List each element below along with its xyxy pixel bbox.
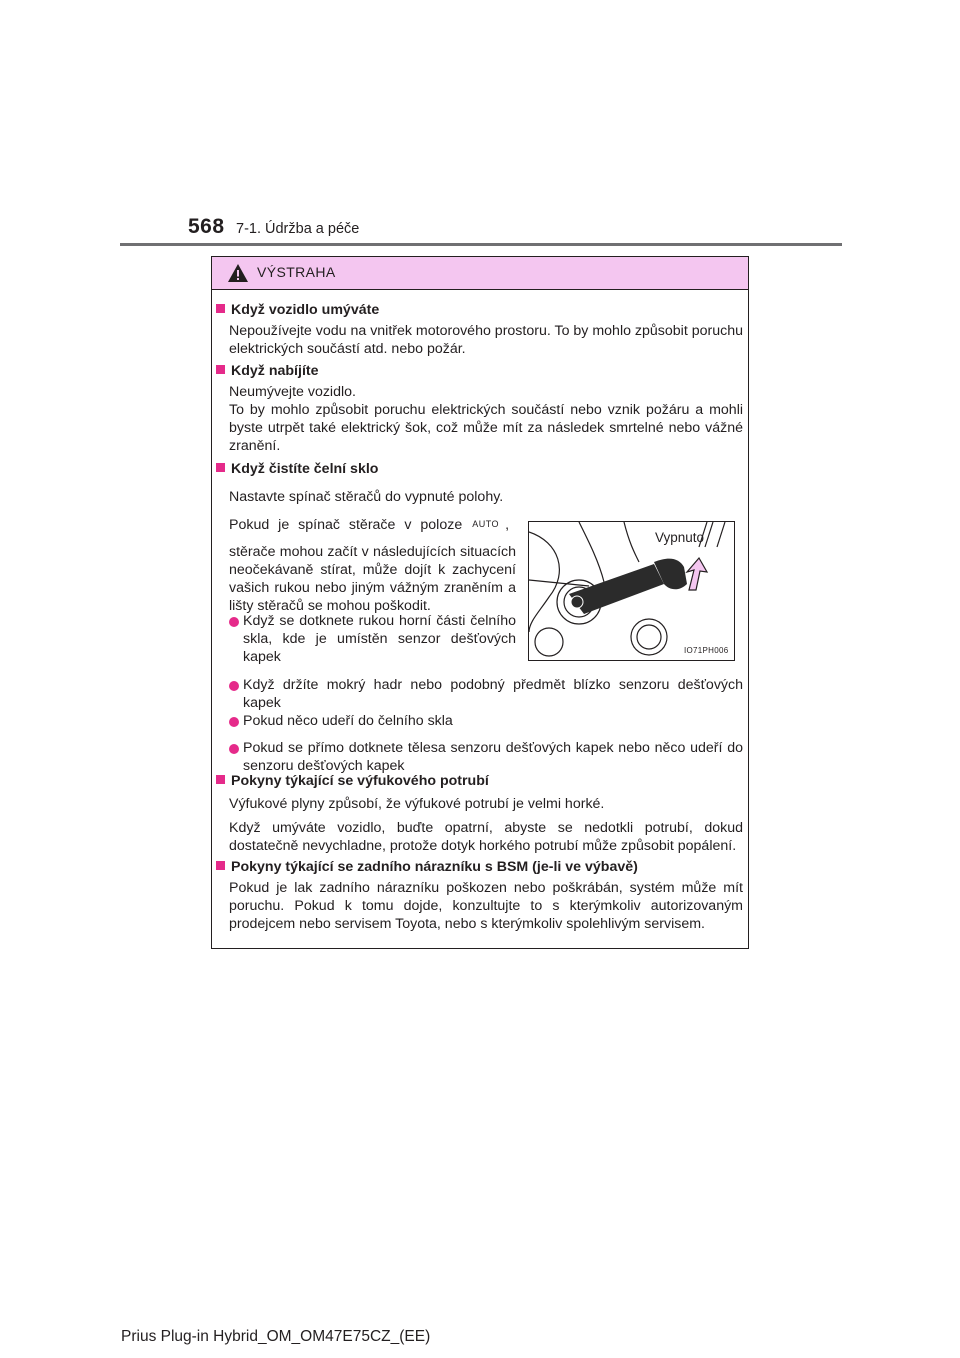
- paragraph: Neumývejte vozidlo.: [229, 384, 356, 400]
- list-item: Pokud se přímo dotknete tělesa senzoru dešťových kapek nebo něco udeří do senzoru dešťových kapek: [243, 740, 743, 774]
- auto-mode-icon: AUTO: [472, 519, 500, 529]
- paragraph: Když umýváte vozidlo, buďte opatrní, abyste se nedotkli potrubí, dokud dostatečně nevychladne, protože dotyk horkého potrubí může způsobit popálení.: [229, 820, 743, 854]
- circle-bullet-icon: [229, 617, 239, 627]
- section-heading: Když vozidlo umýváte: [216, 301, 379, 319]
- section-heading: Když nabíjíte: [216, 362, 319, 380]
- circle-bullet-icon: [229, 744, 239, 754]
- list-item: Když se dotknete rukou horní části čelního skla, kde je umístěn senzor dešťových kapek: [243, 613, 516, 665]
- paragraph: Výfukové plyny způsobí, že výfukové potrubí je velmi horké.: [229, 796, 605, 812]
- square-bullet-icon: [216, 861, 225, 870]
- circle-bullet-icon: [229, 681, 239, 691]
- warning-header: [212, 257, 748, 290]
- section-heading: Pokyny týkající se výfukového potrubí: [216, 772, 489, 790]
- square-bullet-icon: [216, 365, 225, 374]
- warning-title: VÝSTRAHA: [257, 264, 336, 280]
- square-bullet-icon: [216, 775, 225, 784]
- warning-triangle-icon: [227, 263, 249, 283]
- warning-box: [211, 256, 749, 949]
- paragraph: Pokud je spínač stěrače v poloze AUTO ,: [229, 517, 510, 533]
- wiper-switch-figure: [528, 521, 735, 661]
- paragraph: Nastavte spínač stěračů do vypnuté polohy.: [229, 489, 504, 505]
- square-bullet-icon: [216, 304, 225, 313]
- circle-bullet-icon: [229, 717, 239, 727]
- section-title: 7-1. Údržba a péče: [236, 221, 360, 237]
- paragraph: Pokud je lak zadního nárazníku poškozen nebo poškrábán, systém může mít poruchu. Pokud k tomu dojde, konzultujte to s kterýmkoliv autorizovaným prodejcem nebo servisem Toyota, nebo s kterýmkoliv spolehlivým servisem.: [229, 880, 743, 932]
- page-number: 568: [188, 215, 225, 238]
- figure-label: Vypnuto: [655, 530, 705, 545]
- square-bullet-icon: [216, 463, 225, 472]
- footer-document-id: Prius Plug-in Hybrid_OM_OM47E75CZ_(EE): [121, 1328, 431, 1345]
- list-item: Když držíte mokrý hadr nebo podobný předmět blízko senzoru dešťových kapek: [243, 677, 743, 711]
- paragraph: Nepoužívejte vodu na vnitřek motorového prostoru. To by mohlo způsobit poruchu elektrických součástí atd. nebo požár.: [229, 323, 743, 357]
- section-heading: Když čistíte čelní sklo: [216, 460, 378, 478]
- header-divider: [120, 243, 842, 246]
- figure-code: IO71PH006: [684, 646, 729, 655]
- paragraph: To by mohlo způsobit poruchu elektrických součástí nebo vznik požáru a mohli byste utrpět také elektrický šok, což může mít za následek smrtelné nebo vážné zranění.: [229, 402, 743, 454]
- section-heading: Pokyny týkající se zadního nárazníku s BSM (je-li ve výbavě): [216, 858, 638, 876]
- paragraph: stěrače mohou začít v následujících situacích neočekávaně stírat, může dojít k zachycení vašich rukou nebo jiným vážným zraněním a lišty stěračů se mohou poškodit.: [229, 544, 516, 614]
- list-item: Pokud něco udeří do čelního skla: [243, 713, 453, 729]
